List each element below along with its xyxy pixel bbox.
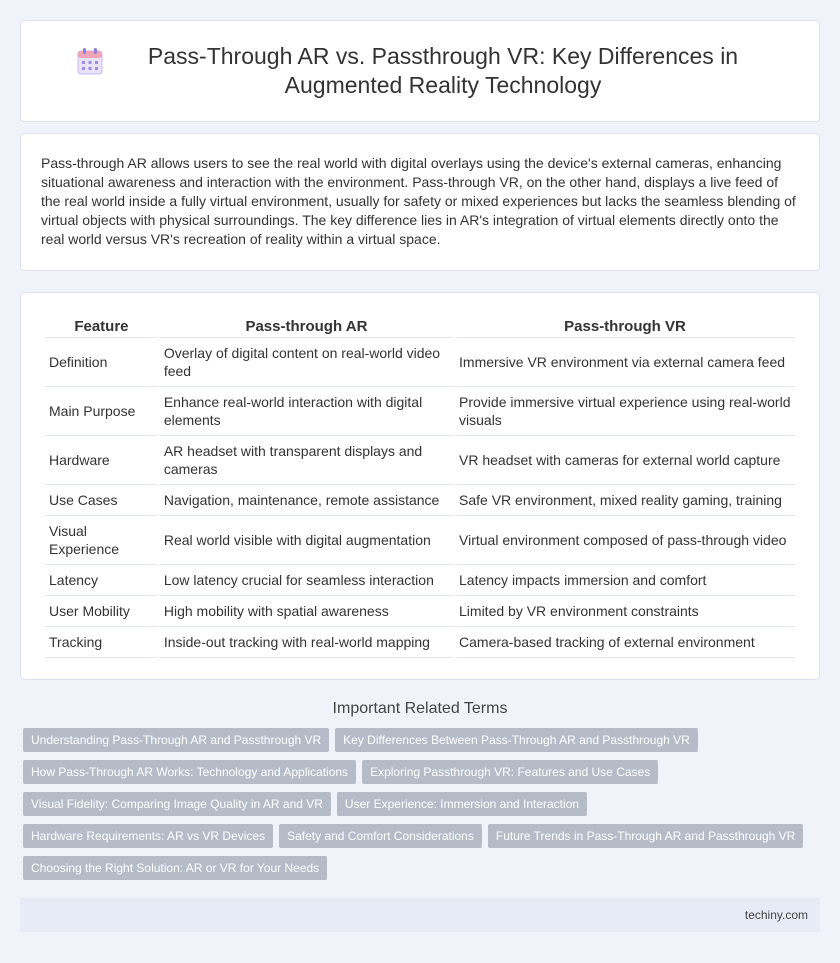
- vr-cell: VR headset with cameras for external world capture: [455, 436, 795, 485]
- table-row: [45, 627, 795, 658]
- footer: [20, 898, 820, 932]
- related-tag[interactable]: Future Trends in Pass-Through AR and Passthrough VR: [488, 824, 804, 848]
- comparison-table: [43, 313, 797, 658]
- table-row: [45, 387, 795, 436]
- table-row: [45, 565, 795, 596]
- feature-cell: User Mobility: [45, 596, 158, 627]
- header-pass-through-ar: Pass-through AR: [160, 313, 453, 338]
- footer-brand[interactable]: techiny.com: [744, 908, 808, 922]
- related-tag[interactable]: Exploring Passthrough VR: Features and Use Cases: [362, 760, 658, 784]
- related-tag[interactable]: Key Differences Between Pass-Through AR and Passthrough VR: [335, 728, 698, 752]
- summary-card: [20, 133, 820, 271]
- ar-cell: Enhance real-world interaction with digital elements: [160, 387, 453, 436]
- summary-text: Pass-through AR allows users to see the real world with digital overlays using the device's external cameras, enhancing situational awareness and interaction with the environment. Pass-through VR, on the other hand, displays a live feed of the real world inside a fully virtual environment, usually for safety or mixed experiences but lacks the seamless blending of virtual objects with physical surroundings. The key difference lies in AR's integration of virtual elements directly onto the real world versus VR's recreation of reality within a virtual space.: [41, 155, 796, 247]
- related-tags: [20, 728, 820, 888]
- feature-cell: Definition: [45, 338, 158, 387]
- feature-cell: Latency: [45, 565, 158, 596]
- related-tag[interactable]: Visual Fidelity: Comparing Image Quality in AR and VR: [23, 792, 331, 816]
- table-row: [45, 485, 795, 516]
- related-tag[interactable]: Hardware Requirements: AR vs VR Devices: [23, 824, 273, 848]
- feature-cell: Hardware: [45, 436, 158, 485]
- ar-cell: Low latency crucial for seamless interaction: [160, 565, 453, 596]
- ar-cell: Navigation, maintenance, remote assistance: [160, 485, 453, 516]
- related-tag[interactable]: How Pass-Through AR Works: Technology and Applications: [23, 760, 356, 784]
- vr-cell: Immersive VR environment via external camera feed: [455, 338, 795, 387]
- table-row: [45, 516, 795, 565]
- header-feature: Feature: [45, 313, 158, 338]
- ar-cell: Overlay of digital content on real-world video feed: [160, 338, 453, 387]
- comparison-table-card: [20, 292, 820, 680]
- table-header-row: [45, 313, 795, 338]
- vr-cell: Latency impacts immersion and comfort: [455, 565, 795, 596]
- page-title: Pass-Through AR vs. Passthrough VR: Key Differences in Augmented Reality Technology: [147, 43, 739, 98]
- feature-cell: Tracking: [45, 627, 158, 658]
- vr-cell: Camera-based tracking of external environment: [455, 627, 795, 658]
- feature-cell: Visual Experience: [45, 516, 158, 565]
- vr-cell: Virtual environment composed of pass-through video: [455, 516, 795, 565]
- table-row: [45, 338, 795, 387]
- vr-cell: Limited by VR environment constraints: [455, 596, 795, 627]
- feature-cell: Main Purpose: [45, 387, 158, 436]
- related-terms-section: [20, 700, 820, 888]
- feature-cell: Use Cases: [45, 485, 158, 516]
- table-row: [45, 436, 795, 485]
- vr-cell: Safe VR environment, mixed reality gaming, training: [455, 485, 795, 516]
- table-row: [45, 596, 795, 627]
- ar-cell: Real world visible with digital augmentation: [160, 516, 453, 565]
- related-tag[interactable]: Understanding Pass-Through AR and Passthrough VR: [23, 728, 329, 752]
- related-tag[interactable]: User Experience: Immersion and Interaction: [337, 792, 587, 816]
- calendar-icon: [77, 47, 103, 75]
- header-pass-through-vr: Pass-through VR: [455, 313, 795, 338]
- ar-cell: Inside-out tracking with real-world mapping: [160, 627, 453, 658]
- related-tag[interactable]: Safety and Comfort Considerations: [279, 824, 482, 848]
- ar-cell: High mobility with spatial awareness: [160, 596, 453, 627]
- related-terms-title: Important Related Terms: [332, 700, 508, 717]
- ar-cell: AR headset with transparent displays and cameras: [160, 436, 453, 485]
- related-tag[interactable]: Choosing the Right Solution: AR or VR for Your Needs: [23, 856, 327, 880]
- header-card: [20, 20, 820, 122]
- vr-cell: Provide immersive virtual experience using real-world visuals: [455, 387, 795, 436]
